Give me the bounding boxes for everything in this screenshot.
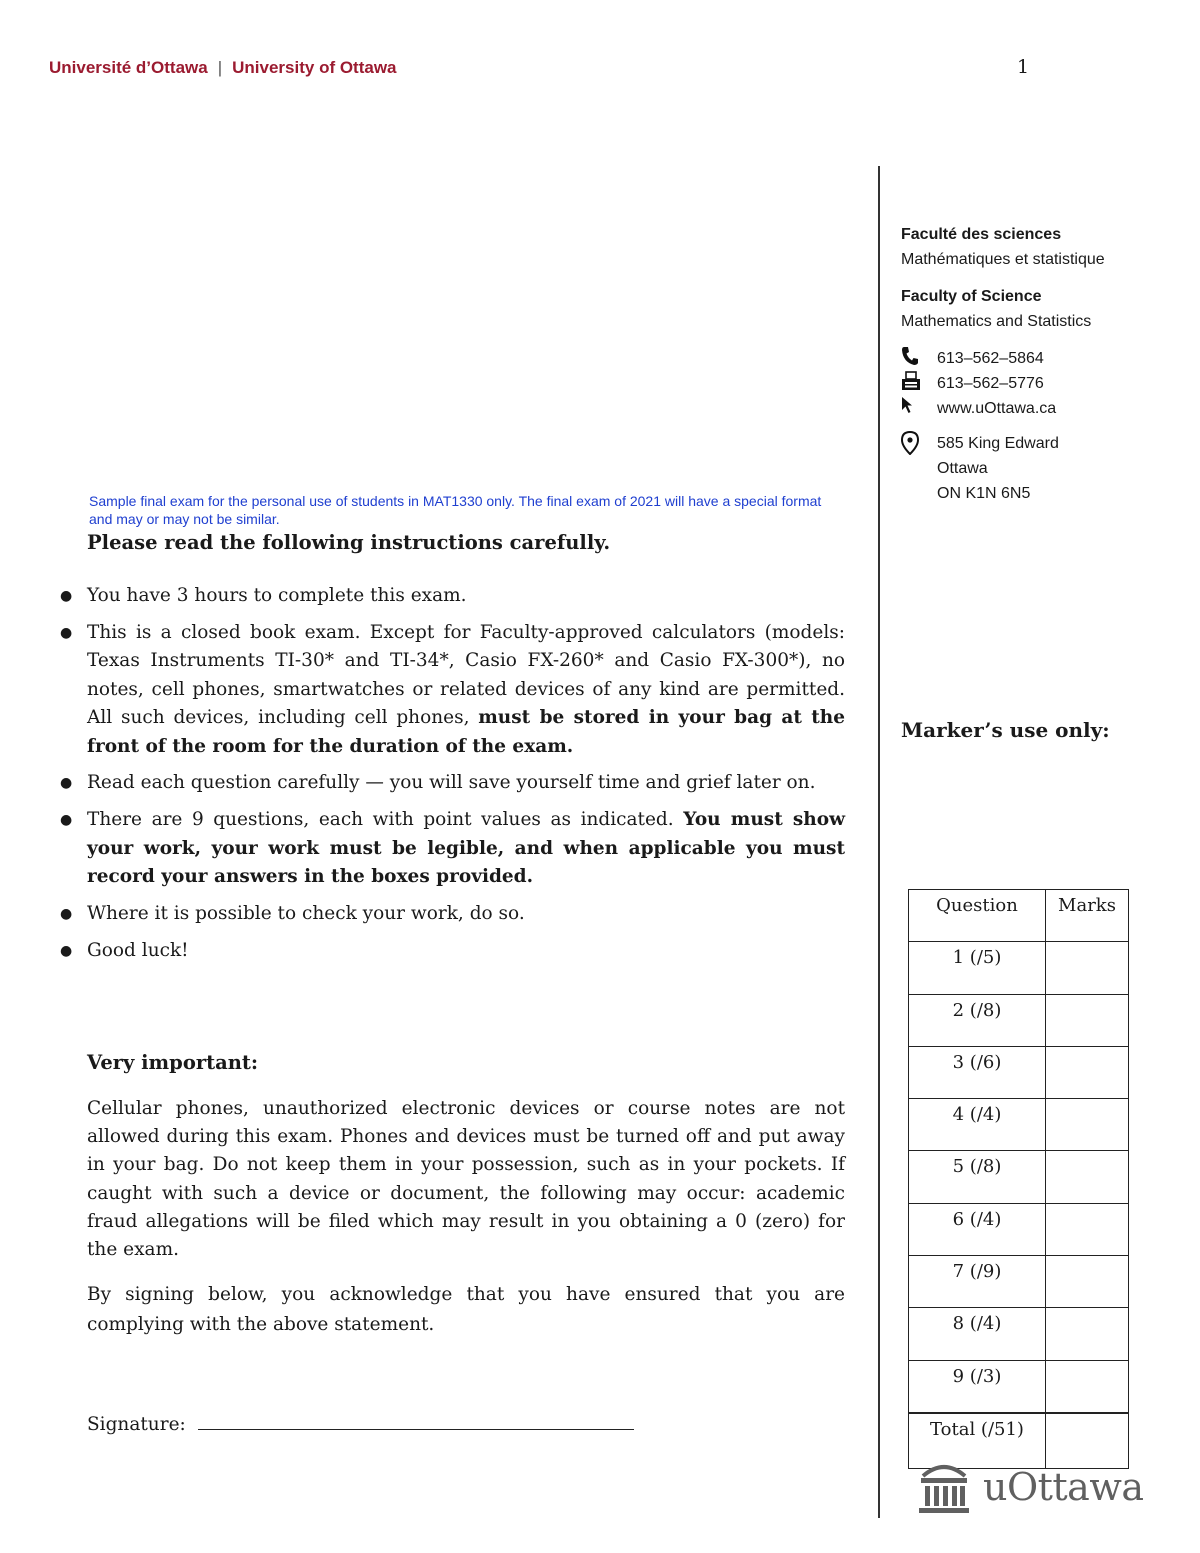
bullet-dot: ● — [60, 942, 73, 959]
marks-cell[interactable] — [1046, 1046, 1129, 1098]
marks-cell[interactable] — [1046, 1360, 1129, 1412]
marks-cell[interactable] — [1046, 1308, 1129, 1360]
list-item: ● There are 9 questions, each with point values as indicated. You must show your work, your work must be legible, and when applicable you must record your answers in the boxes provided. — [60, 806, 845, 891]
marker-use-heading: Marker’s use only: — [901, 718, 1110, 742]
university-header — [49, 58, 397, 78]
question-cell: 9 (/3) — [909, 1360, 1046, 1412]
address-line-3: ON K1N 6N5 — [937, 485, 1031, 502]
bullet-dot: ● — [60, 906, 73, 923]
fax-number: 613–562–5776 — [937, 375, 1044, 392]
marks-table — [908, 889, 1129, 1413]
very-important-heading: Very important: — [87, 1051, 259, 1074]
list-item: ● Read each question carefully — you will save yourself time and grief later on. — [60, 769, 845, 797]
page-number: 1 — [1017, 56, 1030, 78]
address-block — [901, 431, 1105, 506]
device-policy-paragraph: Cellular phones, unauthorized electronic devices or course notes are not allowed during this exam. Phones and devices must be turned off and put away in your bag. Do not keep them in your possession, such as in your pockets. If caught with such a device or document, the following may occur: academic fraud allegations will be filed which may result in you obtaining a 0 (zero) for the exam. — [87, 1098, 845, 1261]
table-row — [909, 1151, 1129, 1203]
fax-icon — [901, 371, 937, 398]
cursor-icon — [901, 396, 937, 421]
question-cell: 1 (/5) — [909, 942, 1046, 994]
acknowledgement-paragraph: By signing below, you acknowledge that you have ensured that you are complying with the above statement. — [87, 1284, 845, 1335]
table-row — [909, 1099, 1129, 1151]
vertical-divider — [878, 166, 880, 1518]
question-cell: 3 (/6) — [909, 1046, 1046, 1098]
table-row — [909, 1360, 1129, 1412]
table-row — [909, 1256, 1129, 1308]
column-header-marks: Marks — [1046, 890, 1129, 942]
table-row — [909, 994, 1129, 1046]
faculty-name-en: Faculty of Science — [901, 288, 1042, 305]
marks-cell[interactable] — [1046, 1203, 1129, 1255]
signature-label: Signature: — [87, 1414, 186, 1435]
faculty-name-fr: Faculté des sciences — [901, 226, 1062, 243]
question-cell: 7 (/9) — [909, 1256, 1046, 1308]
list-item: ● You have 3 hours to complete this exam. — [60, 582, 845, 610]
university-name-fr: Université d’Ottawa — [49, 58, 208, 77]
sample-exam-note: Sample final exam for the personal use of students in MAT1330 only. The final exam of 2021 will have a special format and may or may not be similar. — [89, 493, 822, 527]
marks-cell[interactable] — [1046, 1099, 1129, 1151]
faculty-dept-en: Mathematics and Statistics — [901, 313, 1092, 330]
web-row — [901, 396, 1105, 421]
phone-number: 613–562–5864 — [937, 350, 1044, 367]
phone-row — [901, 346, 1105, 371]
marks-cell[interactable] — [1046, 994, 1129, 1046]
signature-field[interactable] — [87, 1410, 634, 1435]
tabaret-hall-icon — [915, 1456, 973, 1518]
question-cell: 4 (/4) — [909, 1099, 1046, 1151]
table-row — [909, 942, 1129, 994]
website-link[interactable]: www.uOttawa.ca — [937, 400, 1057, 417]
marks-cell[interactable] — [1046, 1151, 1129, 1203]
question-cell: 2 (/8) — [909, 994, 1046, 1046]
faculty-info — [901, 222, 1105, 506]
marks-cell[interactable] — [1046, 942, 1129, 994]
address-line-2: Ottawa — [937, 460, 988, 477]
list-item: ● Where it is possible to check your work, do so. — [60, 900, 845, 928]
address-line-1: 585 King Edward — [937, 435, 1059, 452]
header-separator: | — [217, 58, 223, 77]
fax-row — [901, 371, 1105, 396]
list-item: ● Good luck! — [60, 937, 845, 965]
phone-icon — [901, 346, 937, 373]
total-label: Total (/51) — [909, 1414, 1046, 1469]
bullet-dot: ● — [60, 588, 73, 604]
marks-cell[interactable] — [1046, 1256, 1129, 1308]
instructions-list — [60, 582, 845, 974]
uottawa-wordmark: uOttawa — [983, 1465, 1144, 1509]
question-cell: 5 (/8) — [909, 1151, 1046, 1203]
faculty-dept-fr: Mathématiques et statistique — [901, 251, 1105, 268]
question-cell: 6 (/4) — [909, 1203, 1046, 1255]
table-row — [909, 1046, 1129, 1098]
bullet-dot: ● — [60, 624, 73, 641]
list-item: ● This is a closed book exam. Except for Faculty-approved calculators (models: Texas Instruments TI-30* and TI-34*, Casio FX-260* and Casio FX-300*), no notes, cell phones, smartwatches or related devices of any kind are permitted. All such devices, including cell phones, must be stored in your bag at the front of the room for the duration of the exam. — [60, 619, 845, 761]
table-header-row — [909, 890, 1129, 942]
instructions-title: Please read the following instructions carefully. — [87, 531, 611, 554]
column-header-question: Question — [909, 890, 1046, 942]
university-name-en: University of Ottawa — [232, 58, 397, 77]
bullet-dot: ● — [60, 812, 73, 829]
signature-line[interactable] — [198, 1410, 634, 1430]
location-pin-icon — [901, 431, 937, 506]
uottawa-logo — [915, 1456, 1144, 1518]
question-cell: 8 (/4) — [909, 1308, 1046, 1360]
bullet-dot: ● — [60, 775, 73, 792]
table-row — [909, 1308, 1129, 1360]
table-row — [909, 1203, 1129, 1255]
